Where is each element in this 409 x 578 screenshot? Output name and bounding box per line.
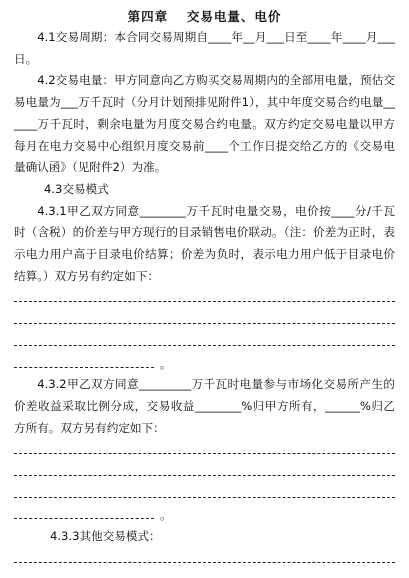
blank-line-short: [14, 367, 154, 368]
heading-4-3-3: 4.3.3其他交易模式：: [50, 529, 161, 544]
end-mark: 。: [160, 508, 172, 523]
blank-line-short: [14, 518, 154, 519]
blank-line: [14, 453, 395, 454]
blank-lines-4-3-1: [14, 287, 395, 374]
blank-line: [14, 301, 395, 302]
clause-4-3-1: 4.3.1甲乙双方同意________万千瓦时电量交易，电价按____分/千瓦时（含税）的价差与甲方现行的目录销售电价联动。（注：价差为正时，表示电力用户高于目录电价结算；价差为负时，表示电力用户低于目录电价结算。）双方另有约定如下：: [14, 203, 395, 283]
clause-4-1: 4.1交易周期：本合同交易周期自____年__月___日至____年____月___日。: [14, 30, 395, 66]
blank-line: [14, 345, 395, 346]
blank-line: [14, 475, 395, 476]
heading-4-3: 4.3交易模式: [44, 181, 109, 196]
blank-line: [14, 562, 395, 563]
blank-line: [14, 323, 395, 324]
blank-line: [14, 497, 395, 498]
end-mark: 。: [160, 356, 172, 371]
blank-lines-4-3-2: [14, 439, 395, 526]
clause-4-2: 4.2交易电量：甲方同意向乙方购买交易周期内的全部用电量，预估交易电量为___万千瓦时（分月计划预排见附件1），其中年度交易合约电量______万千瓦时，剩余电量为月度交易合约电量。双方约定交易电量以甲方每月在电力交易中心组织月度交易前____个工作日提交给乙方的《交易电量确认函》（见附件2）为准。: [14, 73, 395, 175]
clause-4-3-2: 4.3.2甲乙双方同意_________万千瓦时电量参与市场化交易所产生的价差收益采取比例分成，交易收益________%归甲方所有，______%归乙方所有。双方另有约定如下：: [14, 377, 395, 435]
chapter-title: 第四章 交易电量、电价: [127, 9, 282, 24]
